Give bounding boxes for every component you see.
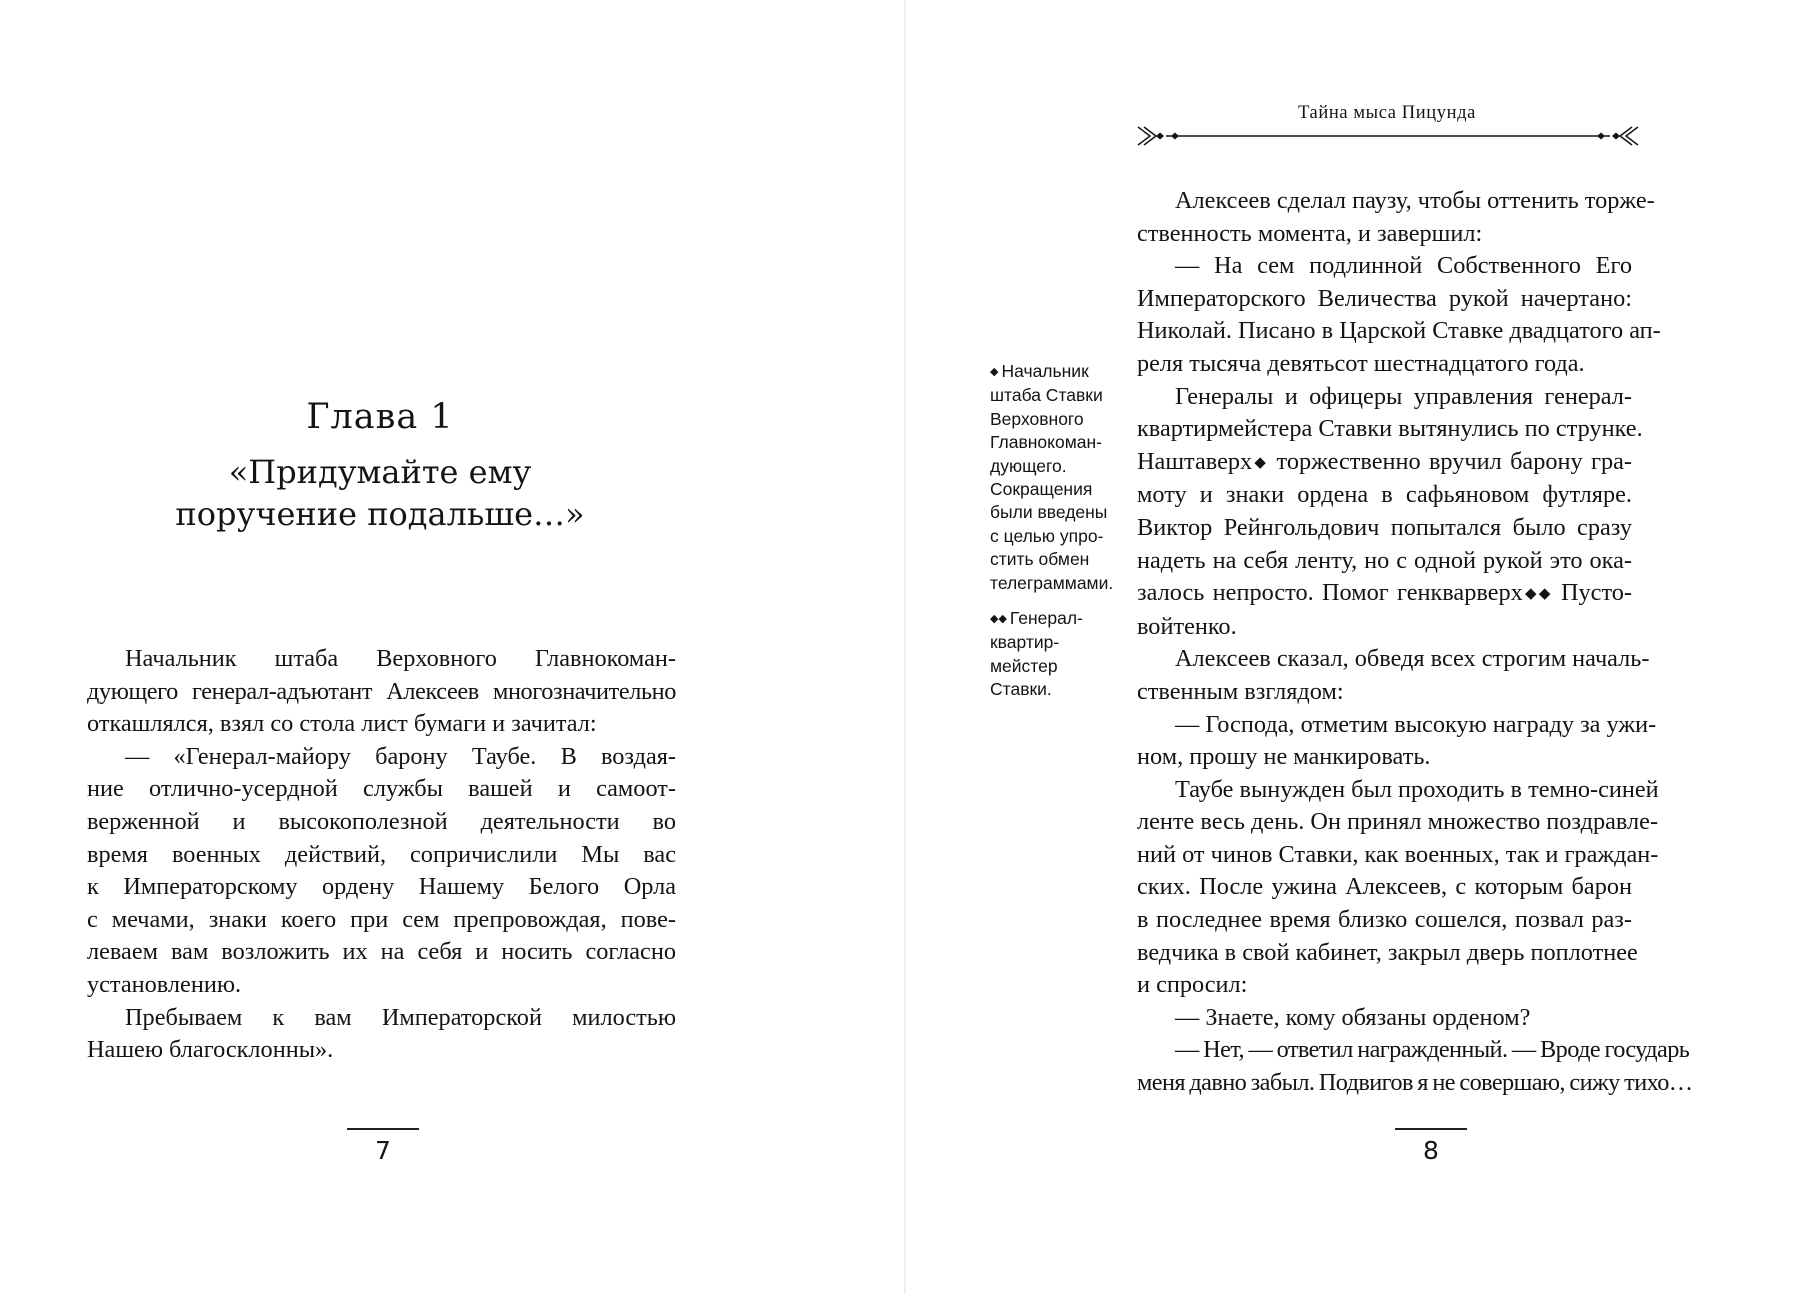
text-line: Наштаверх◆ торжественно вручил барону гра- [1137,447,1632,475]
page-number: 7 [375,1136,391,1165]
text-line: и спросил: [1137,971,1248,999]
text-line: Начальник штаба Верховного Главнокоман- [125,645,676,672]
text-line: Генералы и офицеры управления генерал- [1175,382,1632,410]
chapter-title-line: «Придумайте ему [228,453,532,491]
running-header-title: Тайна мыса Пицунда [1298,103,1476,123]
text-line: Императорского Величества рукой начертано: [1137,284,1632,312]
footnote-line: были введены [990,502,1108,523]
text-line: ленте весь день. Он принял множество поздравле- [1137,808,1659,836]
footnote-line: ◆ Начальник [990,361,1089,381]
text-line: — Господа, отметим высокую награду за ужи- [1175,710,1657,738]
left-page-text [87,643,676,1067]
text-line: время военных действий, сопричислили Мы вас [87,840,676,868]
chapter-title [80,451,680,535]
text-line: — На сем подлинной Собственного Его [1175,252,1632,280]
footnote-line: Верховного [990,408,1084,429]
footnote [990,607,1140,702]
footnote-line: квартир- [990,632,1060,653]
text-line: верженной и высокополезной деятельности во [87,807,676,835]
right-page [906,0,1813,1294]
footnote-marker-icon: ◆◆ [990,613,1007,626]
text-line: — «Генерал-майору барону Таубе. В воздая- [125,742,676,770]
footnote-line: штаба Ставки [990,385,1103,406]
text-line: к Императорскому ордену Нашему Белого Орла [87,873,676,901]
chapter-number: Глава 1 [306,397,454,437]
chapter-title-line: поручение подальше…» [175,495,585,533]
text-line: моту и знаки ордена в сафьяновом футляре. [1137,481,1632,509]
folio-rule [347,1128,419,1130]
footnote-line: ◆◆ Генерал- [990,608,1083,629]
footnote [990,360,1140,595]
folio-rule [1395,1128,1467,1130]
footnote-line: Ставки. [990,679,1052,700]
text-line: откашлялся, взял со стола лист бумаги и зачитал: [87,710,597,738]
text-line: установлению. [87,970,242,998]
text-line: ний от чинов Ставки, как военных, так и граждан- [1137,840,1659,868]
footnote-line: Сокращения [990,479,1093,500]
text-line: леваем вам возложить их на себя и носить согласно [87,938,676,966]
text-line: надеть на себя ленту, но с одной рукой это ока- [1137,546,1632,574]
text-line: Пребываем к вам Императорской милостью [125,1003,676,1031]
text-line: Виктор Рейнгольдович попытался было сразу [1137,513,1632,541]
text-line: ственным взглядом: [1137,677,1344,705]
footnote-line: с целью упро- [990,525,1104,546]
text-line: ном, прошу не манкировать. [1137,743,1431,771]
text-line: квартирмейстера Ставки вытянулись по струнке. [1137,415,1643,443]
text-line: войтенко. [1137,612,1237,640]
footnote-ref-icon: ◆ [1252,454,1269,471]
text-line: меня давно забыл. Подвигов я не совершаю, сижу тихо… [1137,1069,1693,1097]
footnote-line: Главнокоман- [990,432,1102,453]
footnote-ref-icon: ◆◆ [1522,586,1553,603]
footnote-line: мейстер [990,655,1058,676]
footnotes [990,360,1140,714]
footnote-line: дующего. [990,455,1067,476]
right-page-text [1137,185,1693,1100]
text-line: Таубе вынужден был проходить в темно-синей [1175,775,1659,803]
text-line: — Нет, — ответил награжденный. — Вроде государь [1175,1036,1690,1064]
chapter-heading [80,395,680,535]
text-line: Николай. Писано в Царской Ставке двадцатого ап- [1137,317,1661,345]
text-line: реля тысяча девятьсот шестнадцатого года. [1137,349,1585,377]
text-line: с мечами, знаки коего при сем препровождая, пове- [87,905,676,933]
text-line: ведчика в свой кабинет, закрыл дверь поплотнее [1137,938,1638,966]
text-line: дующего генерал-адъютант Алексеев многозначительно [87,677,676,705]
text-line: Нашею благосклонны». [87,1036,334,1064]
text-line: залось непросто. Помог генкварверх◆◆ Пусто- [1137,579,1632,607]
page-number: 8 [1423,1136,1439,1165]
footnote-marker-icon: ◆ [990,366,999,378]
left-page [0,0,905,1294]
text-line: в последнее время близко сошелся, позвал раз- [1137,906,1632,934]
text-line: ских. После ужина Алексеев, с которым барон [1137,873,1632,901]
text-line: Алексеев сделал паузу, чтобы оттенить торже- [1175,187,1655,214]
text-line: — Знаете, кому обязаны орденом? [1175,1003,1531,1031]
text-line: ние отлично-усердной службы вашей и самоот- [87,775,676,803]
text-line: ственность момента, и завершил: [1137,219,1483,247]
header-ornament-rule [1136,124,1640,148]
text-line: Алексеев сказал, обведя всех строгим началь- [1175,645,1650,673]
footnote-line: телеграммами. [990,572,1114,593]
footnote-line: стить обмен [990,549,1090,570]
